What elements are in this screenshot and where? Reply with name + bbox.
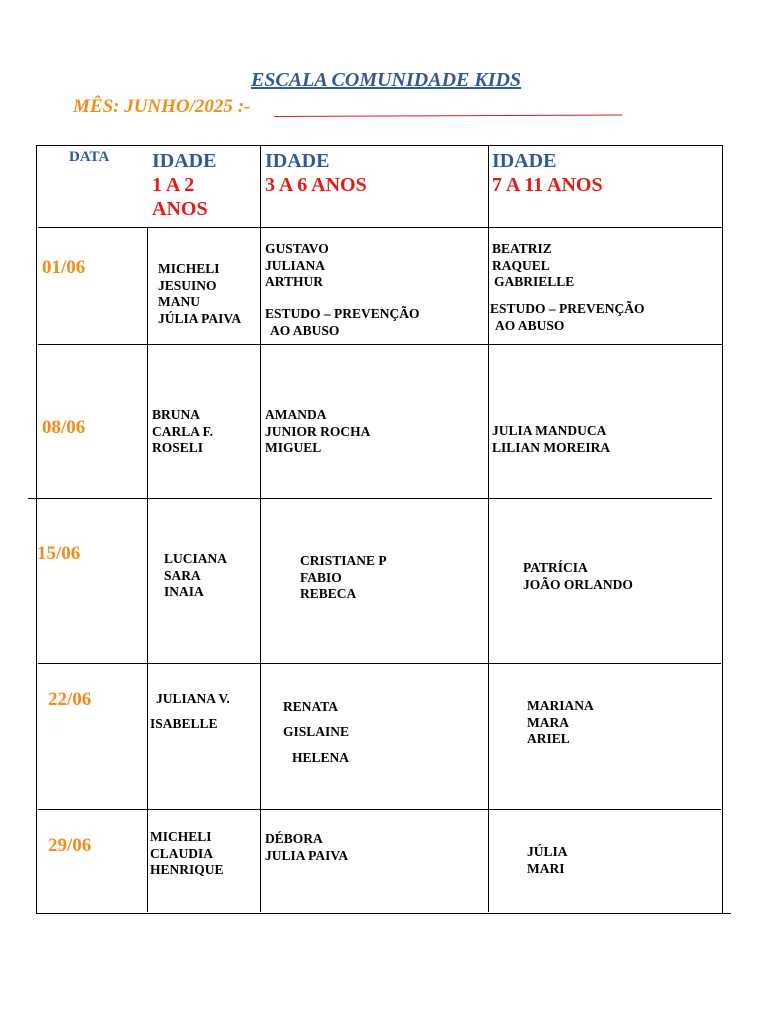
- name-age-3-6: GISLAINE: [283, 724, 350, 739]
- date-cell: 15/06: [37, 543, 81, 564]
- names-age-1-2: MICHELI CLAUDIA HENRIQUE: [150, 829, 224, 877]
- month-label: MÊS: JUNHO/2025 :-: [73, 96, 251, 117]
- page-title: ESCALA COMUNIDADE KIDS: [250, 69, 522, 91]
- note-age-7-11: ESTUDO – PREVENÇÃO AO ABUSO: [490, 301, 645, 333]
- date-cell: 29/06: [48, 835, 92, 856]
- names-age-1-2: MICHELI JESUINO MANU JÚLIA PAIVA: [158, 261, 242, 326]
- header-age-7-11: IDADE 7 A 11 ANOS: [492, 150, 603, 196]
- names-age-3-6: GUSTAVO JULIANA ARTHUR: [265, 241, 329, 289]
- names-age-3-6: AMANDA JUNIOR ROCHA MIGUEL: [265, 407, 371, 455]
- name-age-3-6: HELENA: [292, 750, 350, 765]
- names-age-3-6: CRISTIANE P FABIO REBECA: [300, 553, 387, 601]
- signature-line: [274, 114, 622, 117]
- names-age-7-11: BEATRIZ RAQUEL GABRIELLE: [492, 241, 575, 289]
- date-cell: 08/06: [42, 417, 86, 438]
- header-age-1-2: IDADE 1 A 2 ANOS: [152, 150, 217, 220]
- names-age-7-11: PATRÍCIA JOÃO ORLANDO: [523, 560, 633, 592]
- names-age-1-2: LUCIANA SARA INAIA: [164, 551, 228, 599]
- date-cell: 01/06: [42, 257, 86, 278]
- date-cell: 22/06: [48, 689, 92, 710]
- names-age-3-6: DÉBORA JULIA PAIVA: [265, 831, 349, 863]
- name-age-1-2: JULIANA V.: [156, 691, 230, 706]
- names-age-7-11: JULIA MANDUCA LILIAN MOREIRA: [492, 423, 611, 455]
- header-age-3-6: IDADE 3 A 6 ANOS: [265, 150, 367, 196]
- names-age-7-11: JÚLIA MARI: [527, 844, 568, 876]
- name-age-1-2: ISABELLE: [150, 716, 218, 731]
- names-age-7-11: MARIANA MARA ARIEL: [527, 698, 594, 746]
- names-age-1-2: BRUNA CARLA F. ROSELI: [152, 407, 214, 455]
- header-data: DATA: [69, 149, 110, 165]
- name-age-3-6: RENATA: [283, 699, 339, 714]
- month-suffix: :-: [237, 96, 251, 117]
- note-age-3-6: ESTUDO – PREVENÇÃO AO ABUSO: [265, 306, 420, 338]
